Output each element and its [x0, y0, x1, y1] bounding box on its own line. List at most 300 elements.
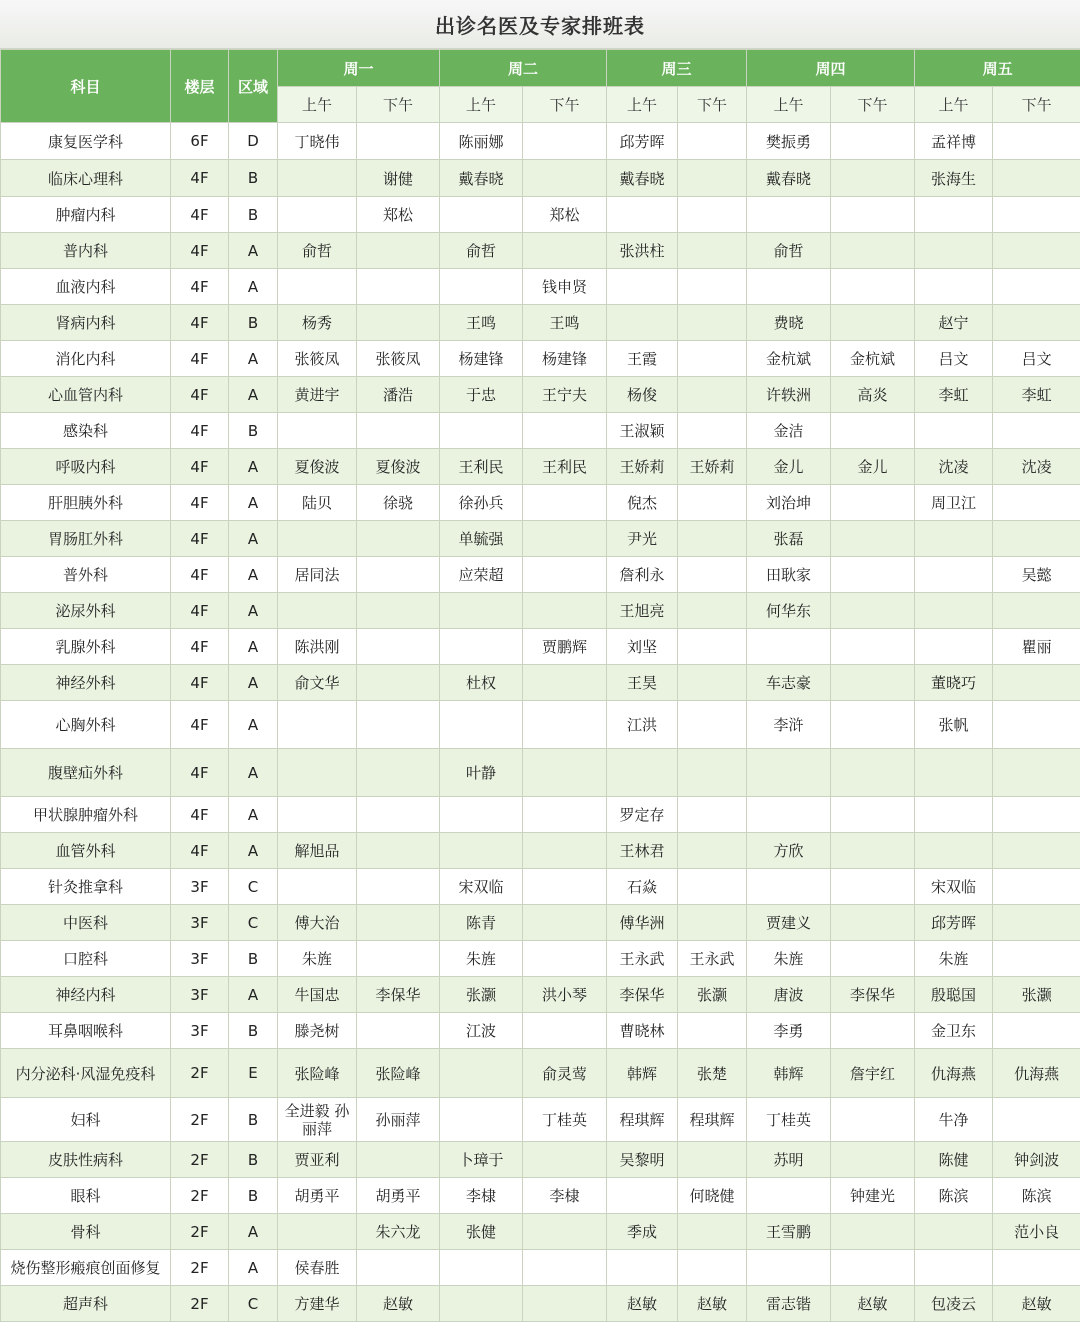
doctor-cell	[993, 123, 1080, 160]
doctor-cell: 邱芳晖	[915, 905, 993, 941]
doctor-cell	[440, 629, 523, 665]
doctor-cell	[993, 413, 1080, 449]
doctor-cell	[607, 1250, 678, 1286]
header-am: 上午	[915, 87, 993, 123]
doctor-cell: 张灏	[993, 977, 1080, 1013]
doctor-cell	[993, 160, 1080, 197]
doctor-cell	[607, 269, 678, 305]
doctor-cell	[747, 797, 831, 833]
doctor-cell: 张海生	[915, 160, 993, 197]
doctor-cell	[357, 557, 440, 593]
zone-cell: A	[229, 1250, 278, 1286]
doctor-cell: 吴懿	[993, 557, 1080, 593]
doctor-cell	[678, 413, 747, 449]
doctor-cell	[678, 377, 747, 413]
doctor-cell: 赵宁	[915, 305, 993, 341]
doctor-cell	[747, 629, 831, 665]
doctor-cell: 陈健	[915, 1142, 993, 1178]
header-floor: 楼层	[171, 50, 229, 123]
zone-cell: B	[229, 197, 278, 233]
floor-cell: 4F	[171, 160, 229, 197]
doctor-cell: 李保华	[357, 977, 440, 1013]
doctor-cell: 王宁夫	[523, 377, 607, 413]
doctor-cell	[523, 123, 607, 160]
table-row	[1, 1286, 1080, 1322]
doctor-cell	[523, 1250, 607, 1286]
doctor-cell	[831, 593, 915, 629]
doctor-cell	[278, 197, 357, 233]
doctor-cell: 王永武	[678, 941, 747, 977]
doctor-cell: 陈青	[440, 905, 523, 941]
header-dept: 科目	[1, 50, 171, 123]
zone-cell: A	[229, 521, 278, 557]
table-row	[1, 977, 1080, 1013]
doctor-cell: 方欣	[747, 833, 831, 869]
doctor-cell: 何华东	[747, 593, 831, 629]
doctor-cell: 许轶洲	[747, 377, 831, 413]
doctor-cell	[831, 869, 915, 905]
floor-cell: 3F	[171, 905, 229, 941]
table-row	[1, 269, 1080, 305]
doctor-cell: 沈凌	[993, 449, 1080, 485]
zone-cell: A	[229, 629, 278, 665]
doctor-cell	[831, 905, 915, 941]
doctor-cell: 洪小琴	[523, 977, 607, 1013]
doctor-cell: 孙丽萍	[357, 1098, 440, 1142]
dept-cell: 骨科	[1, 1214, 171, 1250]
doctor-cell: 张筱凤	[278, 341, 357, 377]
table-row	[1, 485, 1080, 521]
doctor-cell	[523, 749, 607, 797]
zone-cell: A	[229, 269, 278, 305]
doctor-cell: 张筱凤	[357, 341, 440, 377]
table-row	[1, 377, 1080, 413]
doctor-cell	[993, 665, 1080, 701]
doctor-cell	[915, 797, 993, 833]
doctor-cell	[523, 701, 607, 749]
doctor-cell	[831, 305, 915, 341]
doctor-cell	[523, 833, 607, 869]
dept-cell: 血液内科	[1, 269, 171, 305]
floor-cell: 3F	[171, 977, 229, 1013]
dept-cell: 临床心理科	[1, 160, 171, 197]
doctor-cell	[278, 1214, 357, 1250]
floor-cell: 2F	[171, 1142, 229, 1178]
floor-cell: 4F	[171, 521, 229, 557]
dept-cell: 胃肠肛外科	[1, 521, 171, 557]
dept-cell: 普内科	[1, 233, 171, 269]
doctor-cell: 赵敏	[607, 1286, 678, 1322]
doctor-cell	[357, 521, 440, 557]
doctor-cell	[357, 797, 440, 833]
doctor-cell: 黄进宇	[278, 377, 357, 413]
zone-cell: A	[229, 749, 278, 797]
floor-cell: 2F	[171, 1286, 229, 1322]
dept-cell: 腹壁疝外科	[1, 749, 171, 797]
table-row	[1, 449, 1080, 485]
header-am: 上午	[278, 87, 357, 123]
doctor-cell	[678, 665, 747, 701]
table-row	[1, 1049, 1080, 1098]
zone-cell: A	[229, 797, 278, 833]
doctor-cell	[357, 941, 440, 977]
zone-cell: A	[229, 1214, 278, 1250]
doctor-cell: 朱六龙	[357, 1214, 440, 1250]
doctor-cell: 尹光	[607, 521, 678, 557]
doctor-cell: 王淑颖	[607, 413, 678, 449]
zone-cell: B	[229, 1142, 278, 1178]
floor-cell: 4F	[171, 629, 229, 665]
doctor-cell: 夏俊波	[278, 449, 357, 485]
table-row	[1, 1013, 1080, 1049]
doctor-cell	[607, 305, 678, 341]
doctor-cell: 李棣	[523, 1178, 607, 1214]
doctor-cell	[678, 1013, 747, 1049]
doctor-cell: 王利民	[440, 449, 523, 485]
doctor-cell	[357, 701, 440, 749]
doctor-cell: 倪杰	[607, 485, 678, 521]
zone-cell: A	[229, 233, 278, 269]
floor-cell: 4F	[171, 593, 229, 629]
zone-cell: C	[229, 869, 278, 905]
zone-cell: B	[229, 1178, 278, 1214]
zone-cell: A	[229, 977, 278, 1013]
floor-cell: 4F	[171, 449, 229, 485]
dept-cell: 消化内科	[1, 341, 171, 377]
doctor-cell: 王雪鹏	[747, 1214, 831, 1250]
doctor-cell: 傅大治	[278, 905, 357, 941]
doctor-cell	[747, 869, 831, 905]
dept-cell: 呼吸内科	[1, 449, 171, 485]
doctor-cell: 吴黎明	[607, 1142, 678, 1178]
doctor-cell	[678, 593, 747, 629]
doctor-cell: 詹利永	[607, 557, 678, 593]
doctor-cell	[915, 269, 993, 305]
doctor-cell: 李虹	[993, 377, 1080, 413]
doctor-cell	[440, 269, 523, 305]
header-pm: 下午	[993, 87, 1080, 123]
doctor-cell	[915, 749, 993, 797]
table-row	[1, 557, 1080, 593]
doctor-cell	[678, 629, 747, 665]
zone-cell: B	[229, 1098, 278, 1142]
doctor-cell	[678, 869, 747, 905]
doctor-cell: 赵敏	[993, 1286, 1080, 1322]
doctor-cell: 王娇莉	[678, 449, 747, 485]
header-pm: 下午	[831, 87, 915, 123]
doctor-cell: 陈滨	[993, 1178, 1080, 1214]
zone-cell: A	[229, 557, 278, 593]
table-row	[1, 341, 1080, 377]
doctor-cell	[678, 1250, 747, 1286]
floor-cell: 2F	[171, 1098, 229, 1142]
table-row	[1, 941, 1080, 977]
floor-cell: 4F	[171, 557, 229, 593]
doctor-cell	[678, 905, 747, 941]
floor-cell: 4F	[171, 665, 229, 701]
doctor-cell: 贾建义	[747, 905, 831, 941]
doctor-cell: 樊振勇	[747, 123, 831, 160]
doctor-cell	[278, 749, 357, 797]
doctor-cell	[440, 1049, 523, 1098]
table-row	[1, 160, 1080, 197]
doctor-cell	[278, 269, 357, 305]
table-row	[1, 593, 1080, 629]
floor-cell: 4F	[171, 341, 229, 377]
doctor-cell: 江洪	[607, 701, 678, 749]
doctor-cell	[678, 833, 747, 869]
doctor-cell: 钱申贤	[523, 269, 607, 305]
doctor-cell: 陆贝	[278, 485, 357, 521]
doctor-cell: 李勇	[747, 1013, 831, 1049]
floor-cell: 4F	[171, 377, 229, 413]
doctor-cell	[278, 797, 357, 833]
dept-cell: 烧伤整形瘢痕创面修复	[1, 1250, 171, 1286]
doctor-cell: 于忠	[440, 377, 523, 413]
doctor-cell	[440, 797, 523, 833]
zone-cell: A	[229, 341, 278, 377]
floor-cell: 4F	[171, 269, 229, 305]
doctor-cell	[831, 197, 915, 233]
doctor-cell	[357, 413, 440, 449]
doctor-cell: 朱旌	[440, 941, 523, 977]
zone-cell: A	[229, 449, 278, 485]
doctor-cell	[993, 869, 1080, 905]
doctor-cell	[278, 593, 357, 629]
table-row	[1, 749, 1080, 797]
doctor-cell	[831, 413, 915, 449]
doctor-cell: 费晓	[747, 305, 831, 341]
doctor-cell	[357, 233, 440, 269]
doctor-cell: 周卫江	[915, 485, 993, 521]
dept-cell: 中医科	[1, 905, 171, 941]
dept-cell: 甲状腺肿瘤外科	[1, 797, 171, 833]
doctor-cell	[747, 749, 831, 797]
doctor-cell	[523, 413, 607, 449]
doctor-cell	[523, 160, 607, 197]
doctor-cell	[440, 1250, 523, 1286]
doctor-cell	[747, 197, 831, 233]
doctor-cell: 俞文华	[278, 665, 357, 701]
doctor-cell	[357, 1250, 440, 1286]
doctor-cell	[831, 160, 915, 197]
doctor-cell	[678, 233, 747, 269]
zone-cell: A	[229, 665, 278, 701]
doctor-cell: 李棣	[440, 1178, 523, 1214]
schedule-body	[1, 123, 1080, 1322]
doctor-cell: 王永武	[607, 941, 678, 977]
doctor-cell: 刘坚	[607, 629, 678, 665]
doctor-cell: 李浒	[747, 701, 831, 749]
doctor-cell	[523, 485, 607, 521]
doctor-cell: 丁桂英	[523, 1098, 607, 1142]
doctor-cell	[440, 1286, 523, 1322]
doctor-cell	[993, 305, 1080, 341]
doctor-cell: 雷志锴	[747, 1286, 831, 1322]
header-day-wed: 周三	[607, 50, 747, 87]
doctor-cell: 朱旌	[915, 941, 993, 977]
dept-cell: 肾病内科	[1, 305, 171, 341]
doctor-cell: 俞灵莺	[523, 1049, 607, 1098]
table-row	[1, 1214, 1080, 1250]
doctor-cell	[993, 269, 1080, 305]
doctor-cell: 张健	[440, 1214, 523, 1250]
doctor-cell: 赵敏	[357, 1286, 440, 1322]
table-row	[1, 233, 1080, 269]
doctor-cell	[523, 941, 607, 977]
floor-cell: 3F	[171, 941, 229, 977]
doctor-cell: 胡勇平	[278, 1178, 357, 1214]
doctor-cell	[993, 833, 1080, 869]
doctor-cell: 杨建锋	[523, 341, 607, 377]
dept-cell: 康复医学科	[1, 123, 171, 160]
doctor-cell	[831, 941, 915, 977]
doctor-cell: 俞哲	[278, 233, 357, 269]
header-am: 上午	[440, 87, 523, 123]
dept-cell: 超声科	[1, 1286, 171, 1322]
doctor-cell: 杜权	[440, 665, 523, 701]
table-row	[1, 629, 1080, 665]
doctor-cell	[747, 1250, 831, 1286]
header-am: 上午	[747, 87, 831, 123]
doctor-cell	[523, 905, 607, 941]
doctor-cell: 李保华	[831, 977, 915, 1013]
zone-cell: B	[229, 941, 278, 977]
zone-cell: C	[229, 1286, 278, 1322]
zone-cell: B	[229, 305, 278, 341]
doctor-cell: 朱旌	[747, 941, 831, 977]
header-pm: 下午	[357, 87, 440, 123]
doctor-cell: 徐骁	[357, 485, 440, 521]
doctor-cell: 殷聪国	[915, 977, 993, 1013]
doctor-cell: 丁晓伟	[278, 123, 357, 160]
dept-cell: 血管外科	[1, 833, 171, 869]
doctor-cell	[915, 629, 993, 665]
doctor-cell	[993, 233, 1080, 269]
doctor-cell	[831, 1098, 915, 1142]
doctor-cell: 卜璋于	[440, 1142, 523, 1178]
doctor-cell	[678, 123, 747, 160]
schedule-table	[0, 49, 1080, 1322]
table-row	[1, 1250, 1080, 1286]
doctor-cell	[357, 905, 440, 941]
floor-cell: 4F	[171, 833, 229, 869]
dept-cell: 妇科	[1, 1098, 171, 1142]
doctor-cell: 胡勇平	[357, 1178, 440, 1214]
doctor-cell: 丁桂英	[747, 1098, 831, 1142]
doctor-cell	[607, 1178, 678, 1214]
doctor-cell: 金洁	[747, 413, 831, 449]
doctor-cell	[831, 1013, 915, 1049]
doctor-cell: 石焱	[607, 869, 678, 905]
doctor-cell	[523, 1286, 607, 1322]
table-row	[1, 701, 1080, 749]
zone-cell: B	[229, 413, 278, 449]
doctor-cell: 戴春晓	[440, 160, 523, 197]
doctor-cell: 詹宇红	[831, 1049, 915, 1098]
doctor-cell: 王利民	[523, 449, 607, 485]
doctor-cell	[523, 869, 607, 905]
doctor-cell: 俞哲	[440, 233, 523, 269]
table-row	[1, 797, 1080, 833]
doctor-cell	[993, 1098, 1080, 1142]
doctor-cell: 程琪辉	[607, 1098, 678, 1142]
doctor-cell: 牛国忠	[278, 977, 357, 1013]
doctor-cell: 王旭亮	[607, 593, 678, 629]
doctor-cell	[523, 665, 607, 701]
doctor-cell	[678, 341, 747, 377]
doctor-cell	[915, 521, 993, 557]
floor-cell: 4F	[171, 701, 229, 749]
table-row	[1, 123, 1080, 160]
doctor-cell	[440, 197, 523, 233]
doctor-cell	[357, 749, 440, 797]
doctor-cell: 钟剑波	[993, 1142, 1080, 1178]
doctor-cell	[915, 1214, 993, 1250]
doctor-cell: 郑松	[357, 197, 440, 233]
title-bar	[0, 0, 1080, 49]
doctor-cell	[523, 233, 607, 269]
dept-cell: 口腔科	[1, 941, 171, 977]
doctor-cell: 唐波	[747, 977, 831, 1013]
doctor-cell	[357, 305, 440, 341]
doctor-cell	[993, 521, 1080, 557]
doctor-cell: 李虹	[915, 377, 993, 413]
doctor-cell: 张险峰	[357, 1049, 440, 1098]
doctor-cell	[678, 749, 747, 797]
doctor-cell: 金儿	[747, 449, 831, 485]
floor-cell: 4F	[171, 413, 229, 449]
doctor-cell	[678, 269, 747, 305]
doctor-cell: 夏俊波	[357, 449, 440, 485]
doctor-cell: 钟建光	[831, 1178, 915, 1214]
dept-cell: 皮肤性病科	[1, 1142, 171, 1178]
header-day-thu: 周四	[747, 50, 915, 87]
dept-cell: 乳腺外科	[1, 629, 171, 665]
doctor-cell	[678, 521, 747, 557]
dept-cell: 神经外科	[1, 665, 171, 701]
doctor-cell	[607, 749, 678, 797]
header-am: 上午	[607, 87, 678, 123]
doctor-cell	[357, 123, 440, 160]
doctor-cell: 全进毅 孙丽萍	[278, 1098, 357, 1142]
doctor-cell	[357, 1013, 440, 1049]
doctor-cell: 谢健	[357, 160, 440, 197]
doctor-cell	[278, 701, 357, 749]
doctor-cell	[993, 797, 1080, 833]
doctor-cell: 方建华	[278, 1286, 357, 1322]
doctor-cell	[831, 1214, 915, 1250]
doctor-cell: 侯春胜	[278, 1250, 357, 1286]
doctor-cell: 赵敏	[831, 1286, 915, 1322]
doctor-cell: 王霞	[607, 341, 678, 377]
doctor-cell	[831, 269, 915, 305]
doctor-cell: 金卫东	[915, 1013, 993, 1049]
doctor-cell: 滕尧树	[278, 1013, 357, 1049]
doctor-cell: 金杭斌	[831, 341, 915, 377]
doctor-cell: 韩辉	[747, 1049, 831, 1098]
doctor-cell	[357, 269, 440, 305]
doctor-cell	[357, 833, 440, 869]
doctor-cell: 瞿丽	[993, 629, 1080, 665]
doctor-cell: 韩辉	[607, 1049, 678, 1098]
doctor-cell: 傅华洲	[607, 905, 678, 941]
doctor-cell: 杨秀	[278, 305, 357, 341]
doctor-cell: 曹晓林	[607, 1013, 678, 1049]
doctor-cell	[831, 1250, 915, 1286]
doctor-cell	[678, 1214, 747, 1250]
doctor-cell	[278, 521, 357, 557]
